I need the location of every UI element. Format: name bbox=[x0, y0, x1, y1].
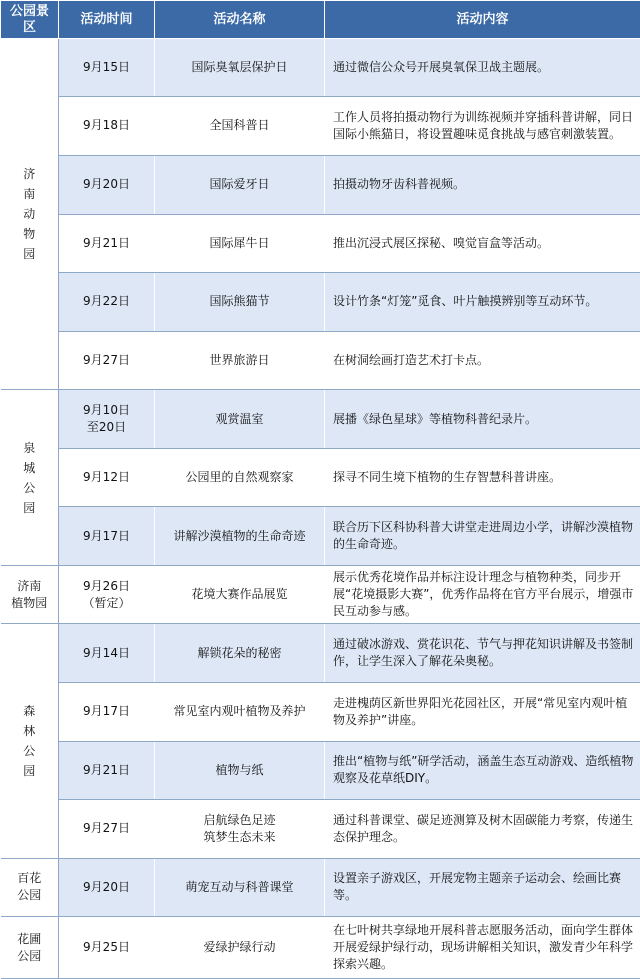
table-row bbox=[1, 507, 640, 566]
activity-name: 常见室内观叶植物及养护 bbox=[155, 683, 325, 742]
header-name: 活动名称 bbox=[155, 1, 325, 39]
table-row bbox=[1, 565, 640, 624]
activity-time: 9月14日 bbox=[59, 624, 155, 683]
activity-time: 9月17日 bbox=[59, 683, 155, 742]
table-row bbox=[1, 448, 640, 507]
table-row bbox=[1, 800, 640, 859]
activity-name: 萌宠互动与科普课堂 bbox=[155, 858, 325, 917]
activity-time: 9月20日 bbox=[59, 156, 155, 215]
activity-time: 9月26日 （暂定） bbox=[59, 565, 155, 624]
table-row bbox=[1, 858, 640, 917]
table-row bbox=[1, 741, 640, 800]
activity-name: 国际爱牙日 bbox=[155, 156, 325, 215]
activity-content: 联合历下区科协科普大讲堂走进周边小学，讲解沙漠植物的生命奇迹。 bbox=[325, 507, 640, 566]
activity-name: 国际熊猫节 bbox=[155, 273, 325, 332]
activity-time: 9月17日 bbox=[59, 507, 155, 566]
table-row bbox=[1, 273, 640, 332]
activity-time: 9月15日 bbox=[59, 39, 155, 97]
activity-content: 在七叶树共享绿地开展科普志愿服务活动，面向学生群体开展爱绿护绿行动，现场讲解相关知识，激发青少年科学探索兴趣。 bbox=[325, 917, 640, 979]
activity-content: 通过科普课堂、碳足迹测算及树木固碳能力考察，传递生态保护理念。 bbox=[325, 800, 640, 859]
table-row bbox=[1, 683, 640, 742]
activity-time: 9月12日 bbox=[59, 448, 155, 507]
table-row bbox=[1, 390, 640, 449]
activity-name: 观赏温室 bbox=[155, 390, 325, 449]
table-row bbox=[1, 624, 640, 683]
activity-time: 9月21日 bbox=[59, 741, 155, 800]
zone-forest-park: 森林公园 bbox=[1, 624, 59, 858]
activity-time: 9月27日 bbox=[59, 331, 155, 390]
activity-name: 全国科普日 bbox=[155, 96, 325, 156]
activity-name: 讲解沙漠植物的生命奇迹 bbox=[155, 507, 325, 566]
activity-name: 世界旅游日 bbox=[155, 331, 325, 390]
table-row bbox=[1, 39, 640, 97]
table-row bbox=[1, 331, 640, 390]
activity-content: 走进槐荫区新世界阳光花园社区，开展“常见室内观叶植物及养护”讲座。 bbox=[325, 683, 640, 742]
activity-time: 9月20日 bbox=[59, 858, 155, 917]
activity-name: 爱绿护绿行动 bbox=[155, 917, 325, 979]
activity-content: 通过微信公众号开展臭氧保卫战主题展。 bbox=[325, 39, 640, 97]
activity-time: 9月27日 bbox=[59, 800, 155, 859]
zone-baihua-park: 百花 公园 bbox=[1, 858, 59, 917]
activity-content: 展示优秀花境作品并标注设计理念与植物种类，同步开展“花境摄影大赛”，优秀作品将在官方平台展示，增强市民互动参与感。 bbox=[325, 565, 640, 624]
activity-content: 展播《绿色星球》等植物科普纪录片。 bbox=[325, 390, 640, 449]
activity-content: 工作人员将拍摄动物行为训练视频并穿插科普讲解，同日国际小熊猫日，将设置趣味觅食挑战与感官刺激装置。 bbox=[325, 96, 640, 156]
header-content: 活动内容 bbox=[325, 1, 640, 39]
activity-name: 国际臭氧层保护日 bbox=[155, 39, 325, 97]
zone-huapu-park: 花圃 公园 bbox=[1, 917, 59, 979]
table-row bbox=[1, 156, 640, 215]
activity-name: 植物与纸 bbox=[155, 741, 325, 800]
table-row bbox=[1, 96, 640, 156]
activity-name: 解锁花朵的秘密 bbox=[155, 624, 325, 683]
table-row bbox=[1, 917, 640, 979]
zone-jinan-botanical-garden: 济南 植物园 bbox=[1, 565, 59, 624]
table-header-row bbox=[1, 1, 640, 39]
activity-time: 9月22日 bbox=[59, 273, 155, 332]
activity-content: 在树洞绘画打造艺术打卡点。 bbox=[325, 331, 640, 390]
activity-time: 9月10日 至20日 bbox=[59, 390, 155, 449]
activity-time: 9月25日 bbox=[59, 917, 155, 979]
zone-quancheng-park: 泉城公园 bbox=[1, 390, 59, 566]
activity-content: 设计竹条“灯笼”觅食、叶片触摸辨别等互动环节。 bbox=[325, 273, 640, 332]
activity-name: 国际犀牛日 bbox=[155, 214, 325, 273]
activity-time: 9月18日 bbox=[59, 96, 155, 156]
activity-name: 公园里的自然观察家 bbox=[155, 448, 325, 507]
header-time: 活动时间 bbox=[59, 1, 155, 39]
table-row bbox=[1, 214, 640, 273]
activity-content: 推出沉浸式展区探秘、嗅觉盲盒等活动。 bbox=[325, 214, 640, 273]
activity-content: 推出“植物与纸”研学活动，涵盖生态互动游戏、造纸植物观察及花草纸DIY。 bbox=[325, 741, 640, 800]
activity-content: 通过破冰游戏、赏花识花、节气与押花知识讲解及书签制作，让学生深入了解花朵奥秘。 bbox=[325, 624, 640, 683]
activity-name: 花境大赛作品展览 bbox=[155, 565, 325, 624]
activity-content: 设置亲子游戏区，开展宠物主题亲子运动会、绘画比赛等。 bbox=[325, 858, 640, 917]
activity-content: 拍摄动物牙齿科普视频。 bbox=[325, 156, 640, 215]
activity-time: 9月21日 bbox=[59, 214, 155, 273]
zone-jinan-zoo: 济南动物园 bbox=[1, 39, 59, 390]
header-zone: 公园景区 bbox=[1, 1, 59, 39]
activity-name: 启航绿色足迹 筑梦生态未来 bbox=[155, 800, 325, 859]
activity-content: 探寻不同生境下植物的生存智慧科普讲座。 bbox=[325, 448, 640, 507]
